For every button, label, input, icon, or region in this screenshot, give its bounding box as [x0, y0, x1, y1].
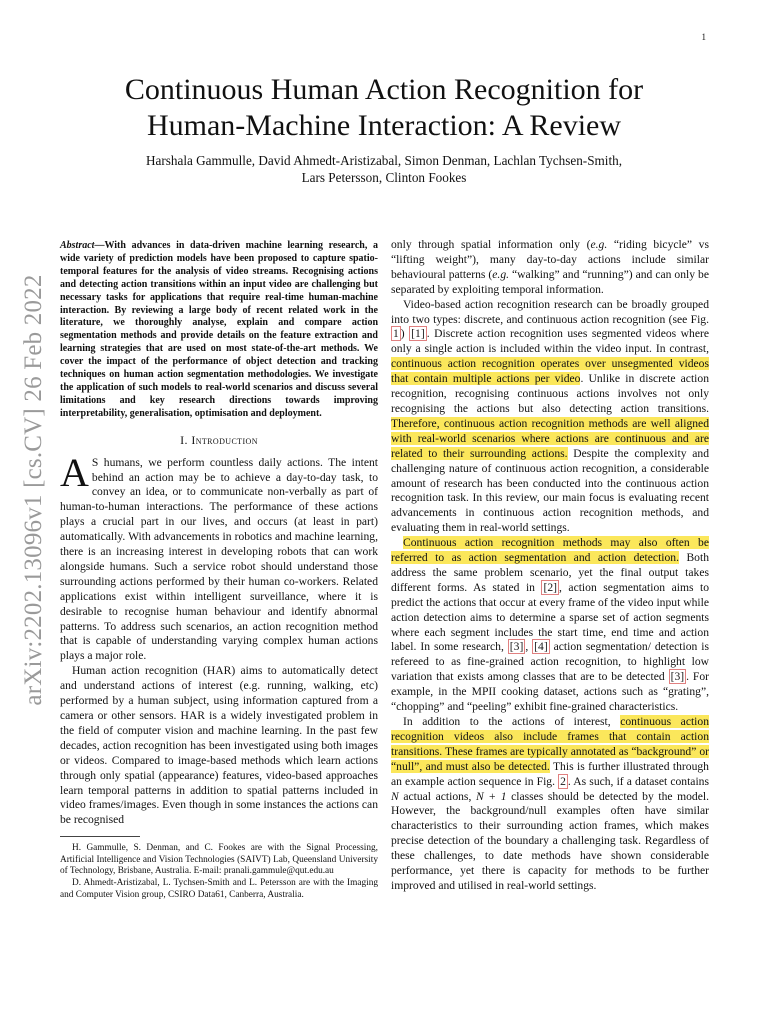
text-run: ,: [525, 640, 533, 654]
text-run: In addition to the actions of interest,: [403, 715, 621, 728]
footnote-divider: [60, 836, 140, 837]
figure-link-1[interactable]: 1: [393, 327, 399, 341]
text-run: Video-based action recognition research can be broadly grouped into two types: discrete, and continuous action recognition (see Fig.: [391, 297, 709, 326]
authors-line-1: Harshala Gammulle, David Ahmedt-Aristizabal, Simon Denman, Lachlan Tychsen-Smith,: [145, 153, 623, 168]
drop-cap: A: [60, 449, 89, 495]
section-number: I.: [180, 432, 188, 447]
section-heading-introduction: [60, 433, 378, 448]
text-run: . For example, in the MPII cooking dataset, actions such as “grating”, “chopping” and “peeling” exhibit fine-grained characteristics.: [391, 670, 710, 714]
right-paragraph-3: [391, 536, 709, 715]
right-paragraph-2: [391, 298, 709, 537]
arxiv-identifier-stamp: arXiv:2202.13096v1 [cs.CV] 26 Feb 2022: [20, 274, 47, 706]
footnote-affiliation-1: H. Gammulle, S. Denman, and C. Fookes are with the Signal Processing, Artificial Intelligence and Vision Technologies (SAIVT) Lab, Queensland University of Technology, Brisbane, Australia. E-mail: pranali.gammule@qut.edu.au: [60, 843, 378, 877]
highlight-4: continuous action recognition videos also include frames that contain action transitions. These frames are typically annotated as “background” or “null”, and must also be detected.: [391, 715, 709, 773]
intro-paragraph-1-text: S humans, we perform countless daily actions. The intent behind an action may be to achieve a day-to-day task, to convey an idea, or to communicate non-verbally as part of human-to-human interactions. The performance of these actions plays a crucial part in our lives, and occurs (at least in part) automatically. With advancements in robotics and machine learning, there is an increasing interest in developing robots that can work alongside humans. Such a service robot should understand those surrounding actions performed by their human co-workers. Related applications exist within intelligent surveillance, where it is desirable to recognise human behaviour and identify abnormal patterns. To address such scenarios, an action recognition method that is capable of understanding varying complex human actions plays a major role.: [60, 455, 378, 663]
highlight-1: continuous action recognition operates over unsegmented videos that contain multiple actions per video: [391, 357, 709, 386]
citation-link-3[interactable]: [3]: [509, 640, 524, 654]
text-run: classes should be detected by the model. However, the background/null examples often have similar characteristics to their surrounding action frames, which makes precise detection of the boundary a challenging task. Regardless of these challenges, to date methods have shown considerable performance, yet there is capacity for methods to be further improved and utilised in real-world settings.: [391, 789, 709, 892]
text-run: This is further illustrated through an example action sequence in Fig.: [391, 759, 709, 788]
citation-link-4[interactable]: [4]: [534, 640, 548, 654]
right-paragraph-1: [391, 238, 709, 298]
math-n: N: [391, 789, 399, 803]
author-list: [80, 152, 688, 186]
section-title: Introduction: [191, 432, 258, 447]
abstract-text: With advances in data-driven machine learning research, a wide variety of prediction models have been proposed to capture spatio-temporal features for the analysis of video streams. Recognising actions and detecting action transitions within an input video are challenging but necessary tasks for applications that require real-time human-machine interaction. By reviewing a large body of recent related work in the literature, we thoroughly analyse, explain and compare action segmentation methods and provide details on the feature extraction and learning strategies that are used on most state-of-the-art methods. We cover the impact of the performance of object detection and tracking techniques on human action segmentation methodologies. We investigate the application of such models to real-world scenarios and discuss several limitations and key research directions towards improving interpretability, generalisation, optimisation and deployment.: [60, 240, 378, 419]
math-n-plus-1: N + 1: [475, 789, 507, 803]
text-run: action segmentation/ detection is refereed to as fine-grained action recognition, to highlight low variation that exists among classes that are to be detected: [391, 640, 709, 684]
text-run: “walking” and “running”) and can only be separated by exploiting temporal information.: [391, 267, 709, 296]
text-run: Despite the complexity and challenging nature of continuous action recognition, a considerable amount of research has been conducted into the continuous action recognition task. In this review, our main focus is evaluating recent advancements in continuous action recognition methods, and evaluating them in real-world settings.: [391, 446, 709, 535]
highlight-3: Continuous action recognition methods may also often be referred to as action segmentation and action detection.: [391, 536, 709, 565]
page-number: 1: [701, 32, 706, 42]
left-column: [60, 240, 378, 901]
highlight-2: Therefore, continuous action recognition methods are well aligned with real-world scenarios where actions are continuous and are related to their surrounding actions.: [391, 416, 709, 460]
right-column: [391, 238, 709, 894]
footnote-affiliation-2: D. Ahmedt-Aristizabal, L. Tychsen-Smith and L. Petersson are with the Imaging and Computer Vision group, CSIRO Data61, Canberra, Australia.: [60, 878, 378, 900]
intro-paragraph-2: Human action recognition (HAR) aims to automatically detect and understand actions of interest (e.g. running, walking, etc) performed by a human subject, using information captured from a camera or other sensors. HAR is a widely investigated problem in the field of computer vision and machine learning. In the past few decades, action recognition has been investigated using both images or videos. Compared to image-based methods which learn actions through only spatial (appearance) features, video-based approaches learn temporal patterns in addition to spatial patterns included in video frames/images. Even though in some instances the actions can be recognised: [60, 664, 378, 827]
text-run: “riding bicycle” vs “lifting weight”), many day-to-day actions include similar behavioural patterns (: [391, 238, 709, 281]
text-run: ): [400, 327, 410, 341]
citation-link-2[interactable]: [2]: [543, 580, 558, 594]
authors-line-2: Lars Petersson, Clinton Fookes: [301, 170, 467, 185]
citation-link-1[interactable]: [1]: [411, 327, 425, 341]
text-run: . Discrete action recognition uses segmented videos where only a single action is included within the video input. In contrast,: [391, 327, 710, 356]
abstract: [60, 240, 378, 421]
text-run-italic: e.g.: [590, 238, 608, 251]
abstract-label: Abstract: [60, 240, 95, 251]
footnotes: [60, 843, 378, 901]
text-run: actual actions,: [398, 789, 476, 803]
citation-link-3b[interactable]: [3]: [670, 670, 685, 684]
title-line-1: Continuous Human Action Recognition for: [124, 73, 644, 106]
text-run: , action segmentation aims to predict the actions that occur at every frame of the video input while action detection aims to determine a sparse set of action segments where each segment includes the start time, end time and action label. In some research,: [391, 580, 709, 654]
text-run: . As such, if a dataset contains: [567, 774, 709, 788]
figure-link-2[interactable]: 2: [560, 774, 566, 788]
text-run: Both address the same problem scenario, yet the final output takes different forms. As stated in: [391, 551, 709, 594]
right-paragraph-4: [391, 715, 709, 894]
text-run-italic: e.g.: [492, 267, 510, 281]
intro-paragraph-1: [60, 449, 378, 665]
paper-title: [60, 72, 708, 144]
title-line-2: Human-Machine Interaction: A Review: [146, 109, 622, 142]
text-run: only through spatial information only (: [391, 238, 591, 251]
abstract-dash: —: [94, 240, 105, 251]
text-run: . Unlike in discrete action recognition, recognising continuous actions involves not only recognising the actions but also detecting action transitions.: [391, 372, 709, 415]
